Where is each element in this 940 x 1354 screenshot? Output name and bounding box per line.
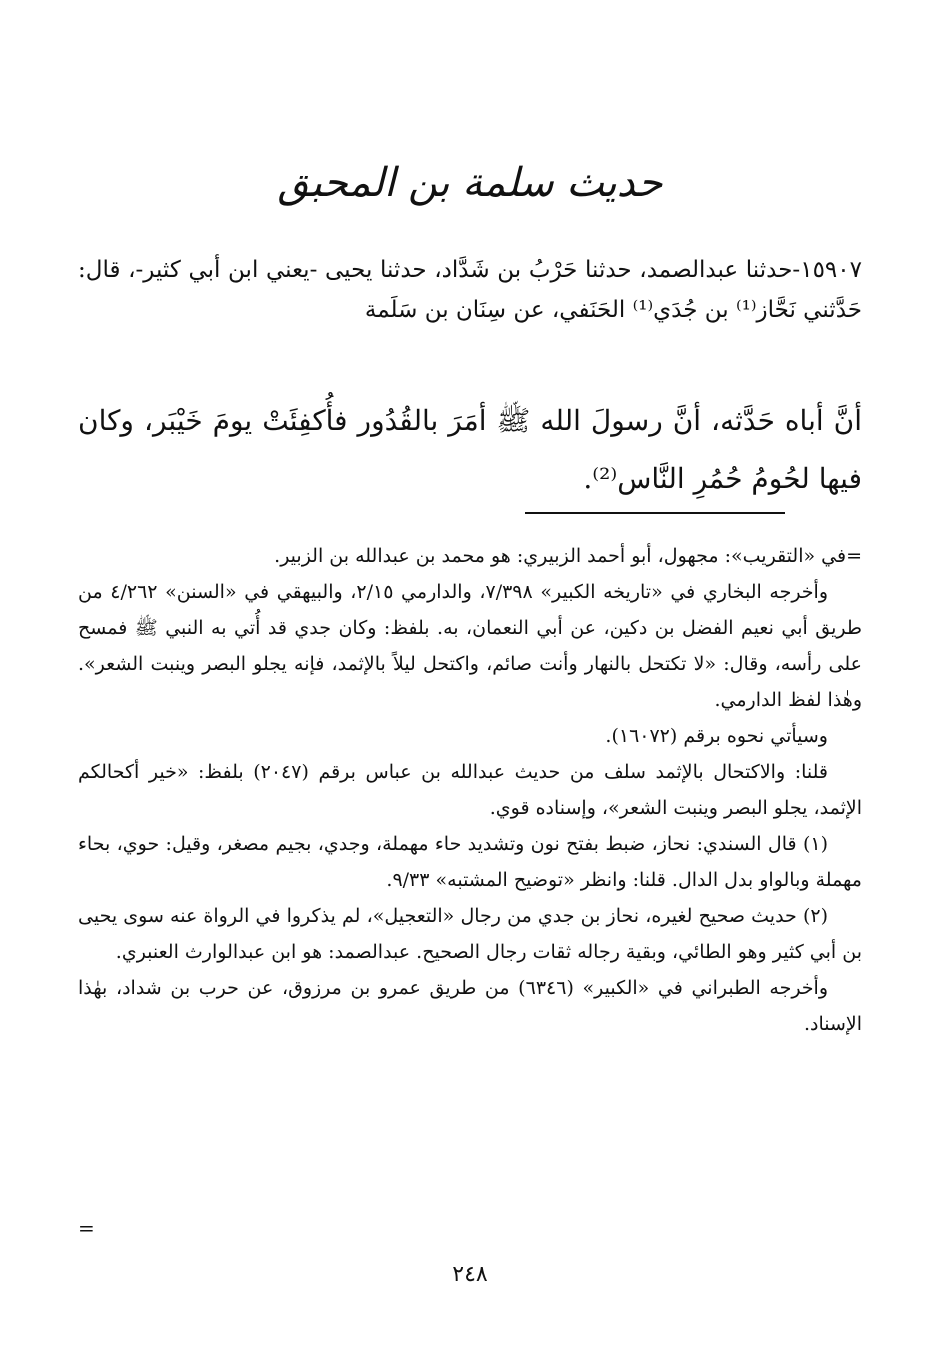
continuation-marker: = (78, 1216, 95, 1240)
footnote-separator (525, 512, 785, 514)
section-heading: حديث سلمة بن المحبق (277, 160, 663, 206)
footnote-paragraph: وأخرجه البخاري في «تاريخه الكبير» ٧/٣٩٨، والدارمي ٢/١٥، والبيهقي في «السنن» ٤/٢٦٢ من طريق أبي نعيم الفضل بن دكين، عن أبي النعمان، به. بلفظ: وكان جدي قد أُتي به النبي ﷺ فمسح على رأسه، وقال: «لا تكتحل بالنهار وأنت صائم، واكتحل ليلاً بالإثمد، فإنه يجلو البصر وينبت الشعر». وهٰذا لفظ الدارمي. (78, 581, 862, 711)
page-number: ٢٤٨ (452, 1262, 488, 1287)
footnote-paragraph: (٢) حديث صحيح لغيره، نحاز بن جدي من رجال «التعجيل»، لم يذكروا في الرواة عنه سوى يحيى بن أبي كثير وهو الطائي، وبقية رجاله ثقات رجال الصحيح. عبدالصمد: هو ابن عبدالوارث العنبري. (78, 905, 862, 963)
hadith-matn: أنَّ أباه حَدَّثه، أنَّ رسولَ الله ﷺ أمَرَ بالقُدُور فأُكفِئَتْ يومَ خَيْبَر، وكان فيها لحُومُ حُمُرِ النَّاس⁽²⁾. (78, 404, 862, 495)
footnote-paragraph: وسيأتي نحوه برقم (١٦٠٧٢). (605, 725, 828, 747)
hadith-isnad: ١٥٩٠٧-حدثنا عبدالصمد، حدثنا حَرْبُ بن شَدَّاد، حدثنا يحيى -يعني ابن أبي كثير-، قال: حَدَّثني نَحَّاز⁽¹⁾ بن جُدَي⁽¹⁾ الحَنَفي، عن سِنَان بن سَلَمة (78, 257, 862, 323)
footnote-paragraph: قلنا: والاكتحال بالإثمد سلف من حديث عبدالله بن عباس برقم (٢٠٤٧) بلفظ: «خير أكحالكم الإثمد، يجلو البصر وينبت الشعر»، وإسناده قوي. (78, 761, 862, 819)
footnote-paragraph: =في «التقريب»: مجهول، أبو أحمد الزبيري: هو محمد بن عبدالله بن الزبير. (274, 545, 862, 567)
footnotes (78, 538, 862, 1042)
footnote-paragraph: وأخرجه الطبراني في «الكبير» (٦٣٤٦) من طريق عمرو بن مرزوق، عن حرب بن شداد، بهٰذا الإسناد. (78, 977, 862, 1035)
footnote-paragraph: (١) قال السندي: نحاز، ضبط بفتح نون وتشديد حاء مهملة، وجدي، بجيم مصغر، وقيل: حوي، بحاء مهملة وبالواو بدل الدال. قلنا: وانظر «توضيح المشتبه» ٩/٣٣. (78, 833, 862, 891)
